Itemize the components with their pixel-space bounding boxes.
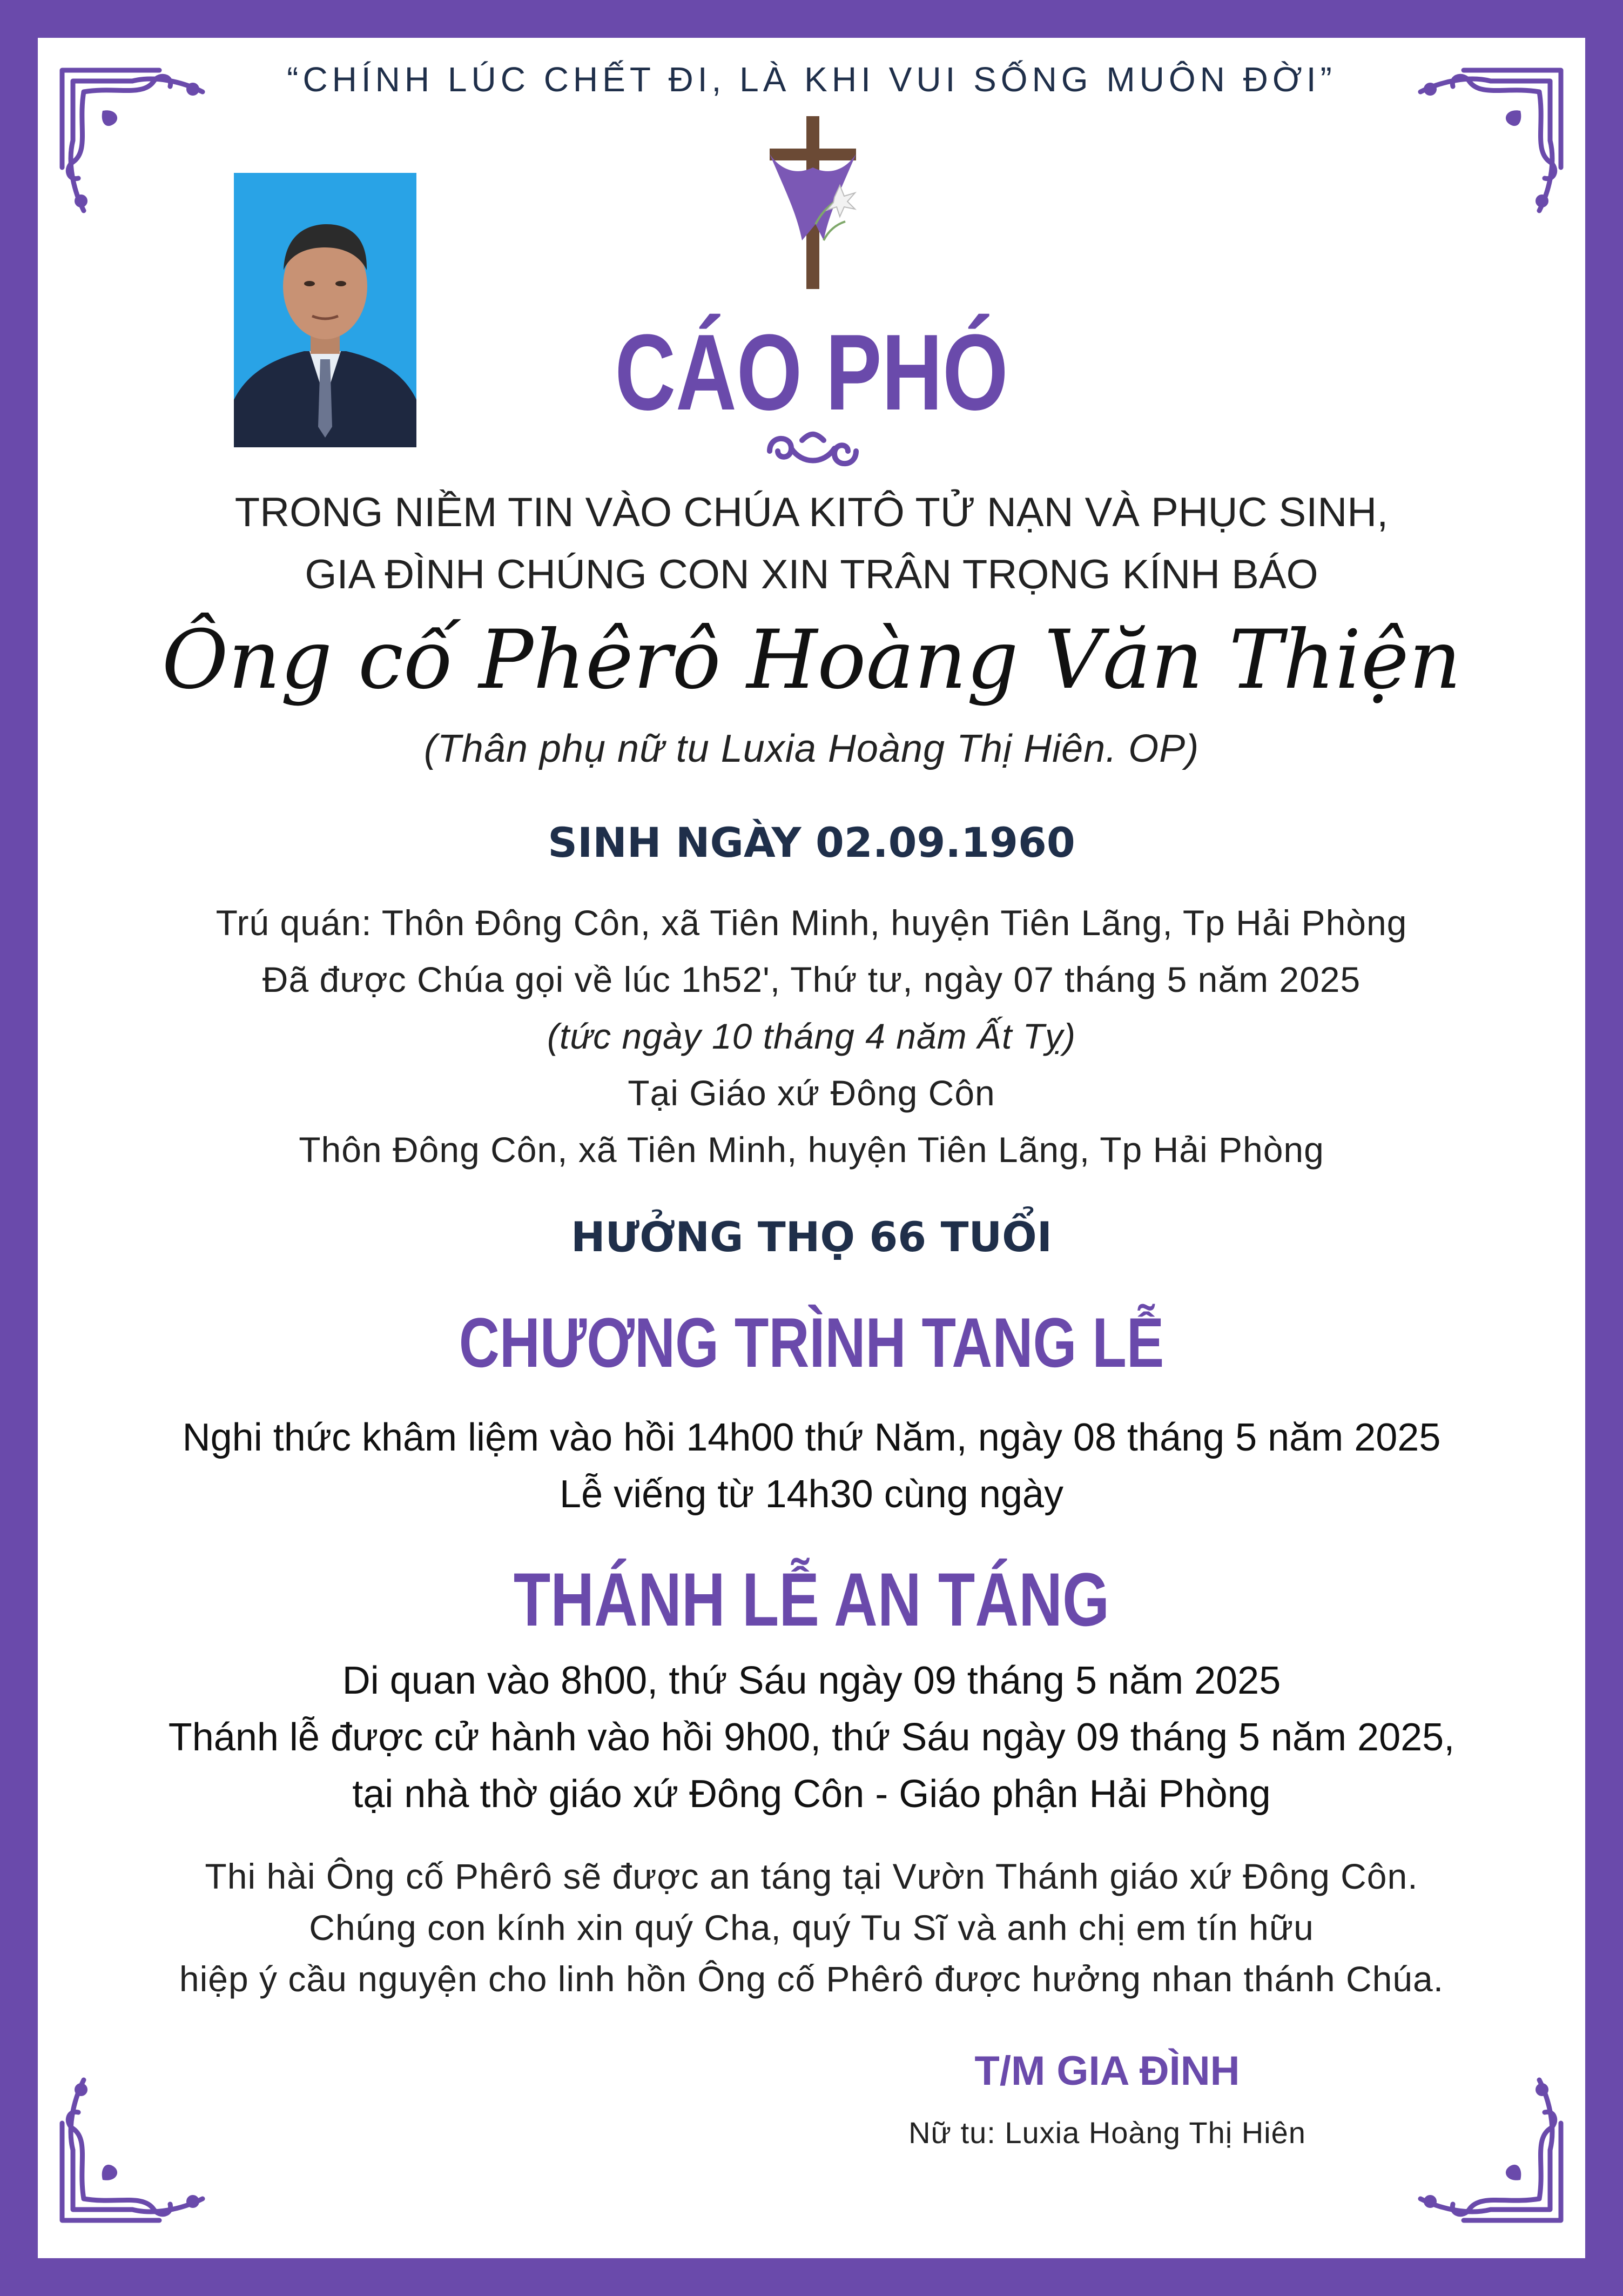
- cross-icon: [764, 116, 861, 289]
- deceased-name: Ông cố Phêrô Hoàng Văn Thiện: [161, 613, 1462, 707]
- signature-label: T/M GIA ĐÌNH: [974, 2048, 1240, 2094]
- intro-line-2: GIA ĐÌNH CHÚNG CON XIN TRÂN TRỌNG KÍNH BÁO: [305, 552, 1318, 598]
- top-quote: “CHÍNH LÚC CHẾT ĐI, LÀ KHI VUI SỐNG MUÔN ĐỜI”: [287, 60, 1336, 99]
- corner-ornament-bottom-left: [51, 2069, 213, 2231]
- relation-note: (Thân phụ nữ tu Luxia Hoàng Thị Hiên. OP): [423, 727, 1200, 770]
- closing-line-1: Thi hài Ông cố Phêrô sẽ được an táng tại Vườn Thánh giáo xứ Đông Côn.: [205, 1856, 1418, 1896]
- residence-line: Trú quán: Thôn Đông Côn, xã Tiên Minh, huyện Tiên Lãng, Tp Hải Phòng: [215, 903, 1408, 943]
- closing-line-3: hiệp ý cầu nguyện cho linh hồn Ông cố Phêrô được hưởng nhan thánh Chúa.: [179, 1959, 1444, 1999]
- intro-line-1: TRONG NIỀM TIN VÀO CHÚA KITÔ TỬ NẠN VÀ PHỤC SINH,: [234, 489, 1389, 535]
- funeral-program-heading: CHƯƠNG TRÌNH TANG LỄ: [459, 1303, 1164, 1382]
- swirl-ornament: [764, 427, 861, 475]
- parish-address-line: Thôn Đông Côn, xã Tiên Minh, huyện Tiên Lãng, Tp Hải Phòng: [299, 1130, 1324, 1170]
- closing-line-2: Chúng con kính xin quý Cha, quý Tu Sĩ và anh chị em tín hữu: [309, 1908, 1314, 1948]
- visitation-line: Lễ viếng từ 14h30 cùng ngày: [560, 1473, 1063, 1516]
- procession-line: Di quan vào 8h00, thứ Sáu ngày 09 tháng 5 năm 2025: [342, 1659, 1281, 1702]
- signature-name: Nữ tu: Luxia Hoàng Thị Hiên: [908, 2116, 1306, 2150]
- age-heading: HƯỞNG THỌ 66 TUỔI: [570, 1213, 1053, 1261]
- corner-ornament-bottom-right: [1410, 2069, 1572, 2231]
- burial-mass-heading: THÁNH LỄ AN TÁNG: [513, 1557, 1110, 1642]
- page-title: CÁO PHÓ: [615, 312, 1008, 433]
- death-time-line: Đã được Chúa gọi về lúc 1h52', Thứ tư, ngày 07 tháng 5 năm 2025: [262, 959, 1361, 999]
- church-location-line: tại nhà thờ giáo xứ Đông Côn - Giáo phận Hải Phòng: [352, 1773, 1271, 1816]
- encoffining-line: Nghi thức khâm liệm vào hồi 14h00 thứ Năm, ngày 08 tháng 5 năm 2025: [182, 1416, 1441, 1459]
- parish-line: Tại Giáo xứ Đông Côn: [628, 1073, 995, 1113]
- lunar-date-line: (tức ngày 10 tháng 4 năm Ất Tỵ): [547, 1016, 1076, 1056]
- birth-date-heading: SINH NGÀY 02.09.1960: [548, 818, 1075, 867]
- mass-time-line: Thánh lễ được cử hành vào hồi 9h00, thứ Sáu ngày 09 tháng 5 năm 2025,: [168, 1716, 1455, 1759]
